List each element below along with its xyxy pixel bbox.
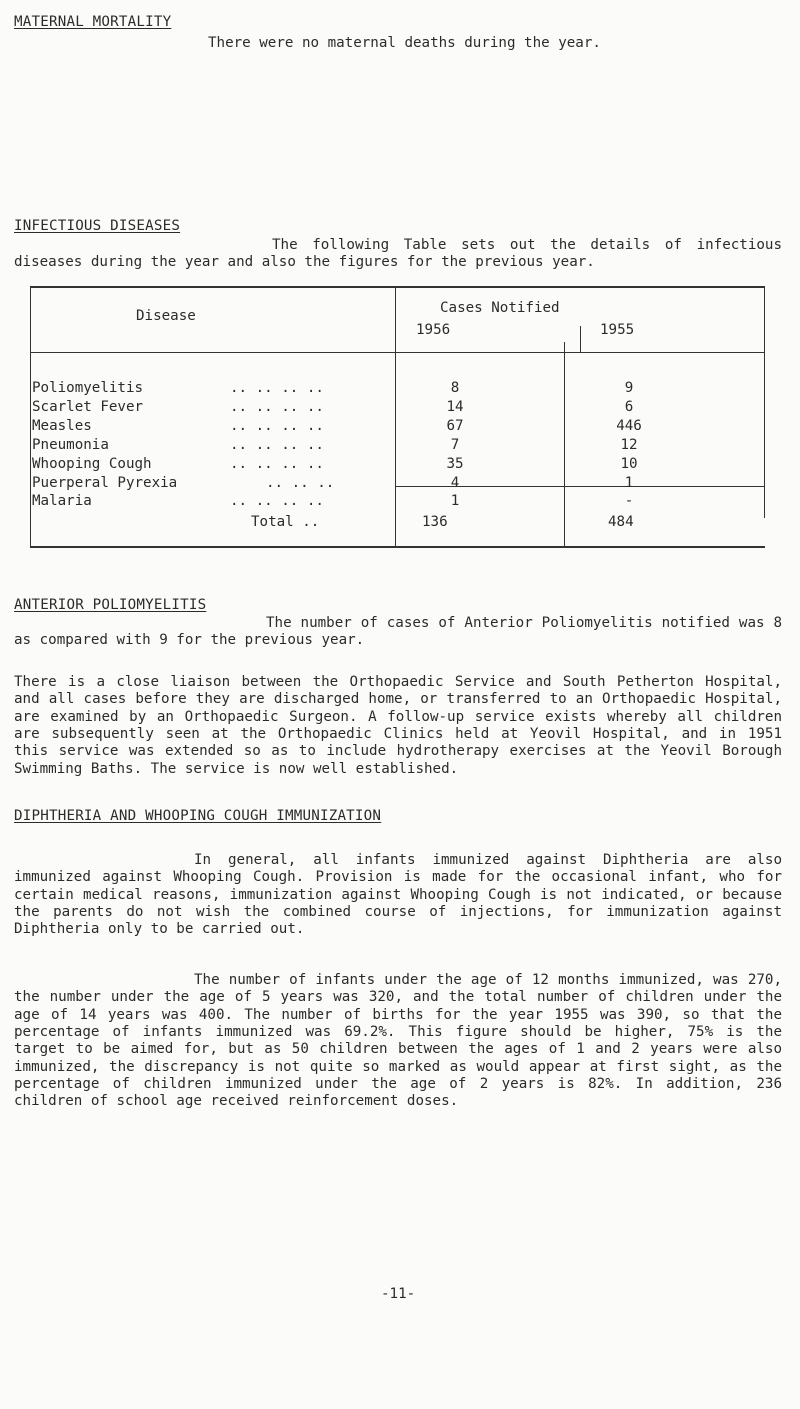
infectious-diseases-text: The following Table sets out the details of infectious diseases during the year and also the figures for the previous year. xyxy=(14,237,782,271)
disease-name: Scarlet Fever xyxy=(32,399,144,415)
table-row xyxy=(30,493,765,511)
cases-1956: 35 xyxy=(446,456,464,472)
disease-name: Poliomyelitis xyxy=(32,380,144,396)
leader-dots: .. .. .. .. xyxy=(230,493,324,509)
cases-1955: 6 xyxy=(624,399,634,415)
cases-1956: 7 xyxy=(450,437,460,453)
maternal-mortality-heading: MATERNAL MORTALITY xyxy=(14,14,172,30)
cases-1955: 10 xyxy=(620,456,638,472)
leader-dots: .. .. .. .. xyxy=(230,456,324,472)
column-header-1956: 1956 xyxy=(416,322,451,338)
cases-1956: 1 xyxy=(450,493,460,509)
table-row xyxy=(30,418,765,436)
page-number: -11- xyxy=(381,1286,416,1302)
cases-1955: 9 xyxy=(624,380,634,396)
column-header-cases-notified: Cases Notified xyxy=(440,300,560,316)
cases-1956: 67 xyxy=(446,418,464,434)
poliomyelitis-paragraph-1: The number of cases of Anterior Poliomyelitis notified was 8 as compared with 9 for the previous year. xyxy=(14,615,782,649)
table-row xyxy=(30,475,765,493)
poliomyelitis-paragraph-2: There is a close liaison between the Orthopaedic Service and South Petherton Hospital, and all cases before they are discharged home, or transferred to an Orthopaedic Hospital, are examined by an Orthopaedic Surgeon. A follow-up service exists whereby all children are subsequently seen at the Orthopaedic Clinics held at Yeovil Hospital, and in 1951 this service was extended so as to include hydrotherapy exercises at the Yeovil Borough Swimming Baths. The service is now well established. xyxy=(14,674,782,777)
disease-name: Measles xyxy=(32,418,92,434)
column-header-1955: 1955 xyxy=(600,322,635,338)
column-header-disease: Disease xyxy=(136,308,196,324)
leader-dots: .. .. .. .. xyxy=(230,437,324,453)
leader-dots: .. .. .. .. xyxy=(230,418,324,434)
immunization-paragraph-2: The number of infants under the age of 12 months immunized, was 270, the number under the age of 5 years was 320, and the total number of children under the age of 14 years was 400. The number of births for the year 1955 was 390, so that the percentage of infants immunized was 69.2%. This figure should be higher, 75% is the target to be aimed for, but as 50 children between the ages of 1 and 2 years were also immunized, the discrepancy is not quite so marked as would appear at first sight, as the percentage of children immunized under the age of 2 years is 82%. In addition, 236 children of school age received reinforcement doses. xyxy=(14,972,782,1110)
infectious-diseases-table xyxy=(30,286,765,548)
leader-dots: .. .. .. .. xyxy=(230,399,324,415)
table-row xyxy=(30,399,765,417)
leader-dots: .. .. .. .. xyxy=(230,380,324,396)
total-1955: 484 xyxy=(608,514,634,530)
disease-name: Whooping Cough xyxy=(32,456,152,472)
table-row xyxy=(30,456,765,474)
table-row xyxy=(30,437,765,455)
leader-dots: .. .. .. xyxy=(266,475,335,491)
cases-1956: 4 xyxy=(450,475,460,491)
anterior-poliomyelitis-heading: ANTERIOR POLIOMYELITIS xyxy=(14,597,207,613)
disease-name: Pneumonia xyxy=(32,437,109,453)
cases-1956: 8 xyxy=(450,380,460,396)
disease-name: Malaria xyxy=(32,493,92,509)
cases-1956: 14 xyxy=(446,399,464,415)
disease-name: Puerperal Pyrexia xyxy=(32,475,178,491)
cases-1955: 446 xyxy=(616,418,642,434)
immunization-paragraph-1: In general, all infants immunized against Diphtheria are also immunized against Whooping Cough. Provision is made for the occasional infant, who for certain medical reasons, immunization against Whooping Cough is not indicated, or because the parents do not wish the combined course of injections, for immunization against Diphtheria only to be carried out. xyxy=(14,852,782,938)
immunization-heading: DIPHTHERIA AND WHOOPING COUGH IMMUNIZATION xyxy=(14,808,382,824)
maternal-mortality-text: There were no maternal deaths during the year. xyxy=(208,35,601,51)
total-1956: 136 xyxy=(422,514,448,530)
cases-1955: 12 xyxy=(620,437,638,453)
table-row xyxy=(30,380,765,398)
infectious-diseases-heading: INFECTIOUS DISEASES xyxy=(14,218,181,234)
cases-1955: 1 xyxy=(624,475,634,491)
total-label: Total .. xyxy=(251,514,320,530)
cases-1955: - xyxy=(624,493,634,509)
